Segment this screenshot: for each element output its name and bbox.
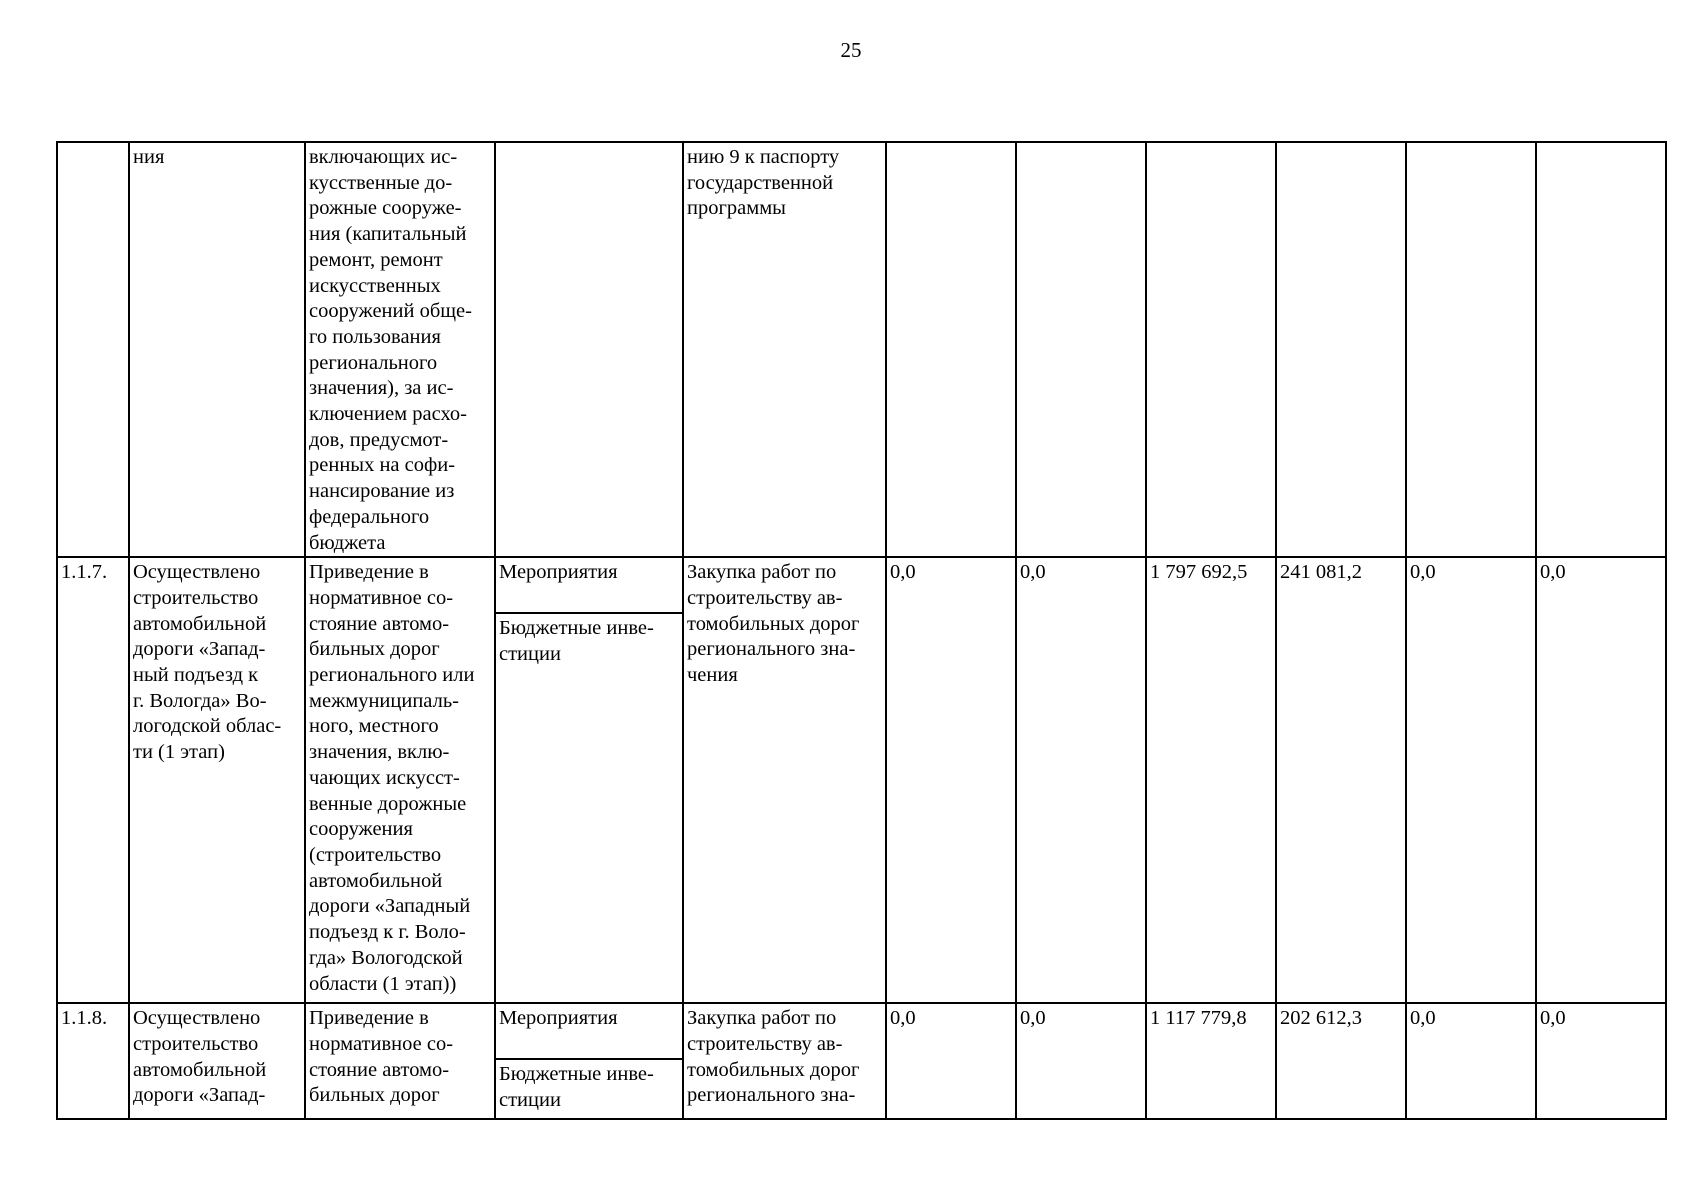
type-cell [495, 557, 683, 1003]
type-budget-investments: Бюджетные инве- стиции [499, 1063, 654, 1111]
value-cell: 202 612,3 [1276, 1003, 1406, 1119]
table-row [57, 557, 1666, 1003]
value-cell: 0,0 [886, 557, 1016, 1003]
value-cell [1406, 142, 1536, 557]
value-cell [1146, 142, 1276, 557]
table-row [57, 142, 1666, 557]
page-number: 25 [840, 38, 862, 62]
description-cell: включающих ис- кусственные до- рожные сооруже- ния (капитальный ремонт, ремонт искусственных сооружений обще- го пользования регионального значения), за ис- ключением расхо- дов, предусмот- ренных на софи- нансирование из федерального бюджета [305, 142, 495, 557]
value-cell [1276, 142, 1406, 557]
value-cell: 0,0 [1016, 557, 1146, 1003]
row-number: 1.1.7. [57, 557, 129, 1003]
value-cell: 0,0 [1536, 1003, 1666, 1119]
description-cell: Приведение в нормативное со- стояние автомо- бильных дорог [305, 1003, 495, 1119]
value-cell: 0,0 [1406, 557, 1536, 1003]
result-cell: Осуществлено строительство автомобильной дороги «Запад- ный подъезд к г. Вологда» Во- логодской облас- ти (1 этап) [129, 557, 305, 1003]
type-measures: Мероприятия [496, 1004, 682, 1060]
value-cell: 0,0 [1016, 1003, 1146, 1119]
value-cell [886, 142, 1016, 557]
result-cell: Осуществлено строительство автомобильной дороги «Запад- [129, 1003, 305, 1119]
table-row [57, 1003, 1666, 1119]
value-cell [1536, 142, 1666, 557]
value-cell: 0,0 [1536, 557, 1666, 1003]
value-cell: 0,0 [886, 1003, 1016, 1119]
type-cell [495, 142, 683, 557]
description-cell: Приведение в нормативное со- стояние автомо- бильных дорог регионального или межмуниципаль- ного, местного значения, вклю- чающих искусст- венные дорожные сооружения (строительство автомобильной дороги «Западный подъезд к г. Воло- гда» Вологодской области (1 этап)) [305, 557, 495, 1003]
row-number: 1.1.8. [57, 1003, 129, 1119]
program-table [56, 141, 1667, 1120]
value-cell [1016, 142, 1146, 557]
characteristic-cell: нию 9 к паспорту государственной программы [683, 142, 886, 557]
type-budget-investments: Бюджетные инве- стиции [499, 617, 654, 665]
result-cell: ния [129, 142, 305, 557]
type-measures: Мероприятия [496, 558, 682, 614]
type-cell [495, 1003, 683, 1119]
characteristic-cell: Закупка работ по строительству ав- томобильных дорог регионального зна- [683, 1003, 886, 1119]
value-cell: 0,0 [1406, 1003, 1536, 1119]
value-cell: 241 081,2 [1276, 557, 1406, 1003]
value-cell: 1 797 692,5 [1146, 557, 1276, 1003]
row-number [57, 142, 129, 557]
value-cell: 1 117 779,8 [1146, 1003, 1276, 1119]
characteristic-cell: Закупка работ по строительству ав- томобильных дорог регионального зна- чения [683, 557, 886, 1003]
